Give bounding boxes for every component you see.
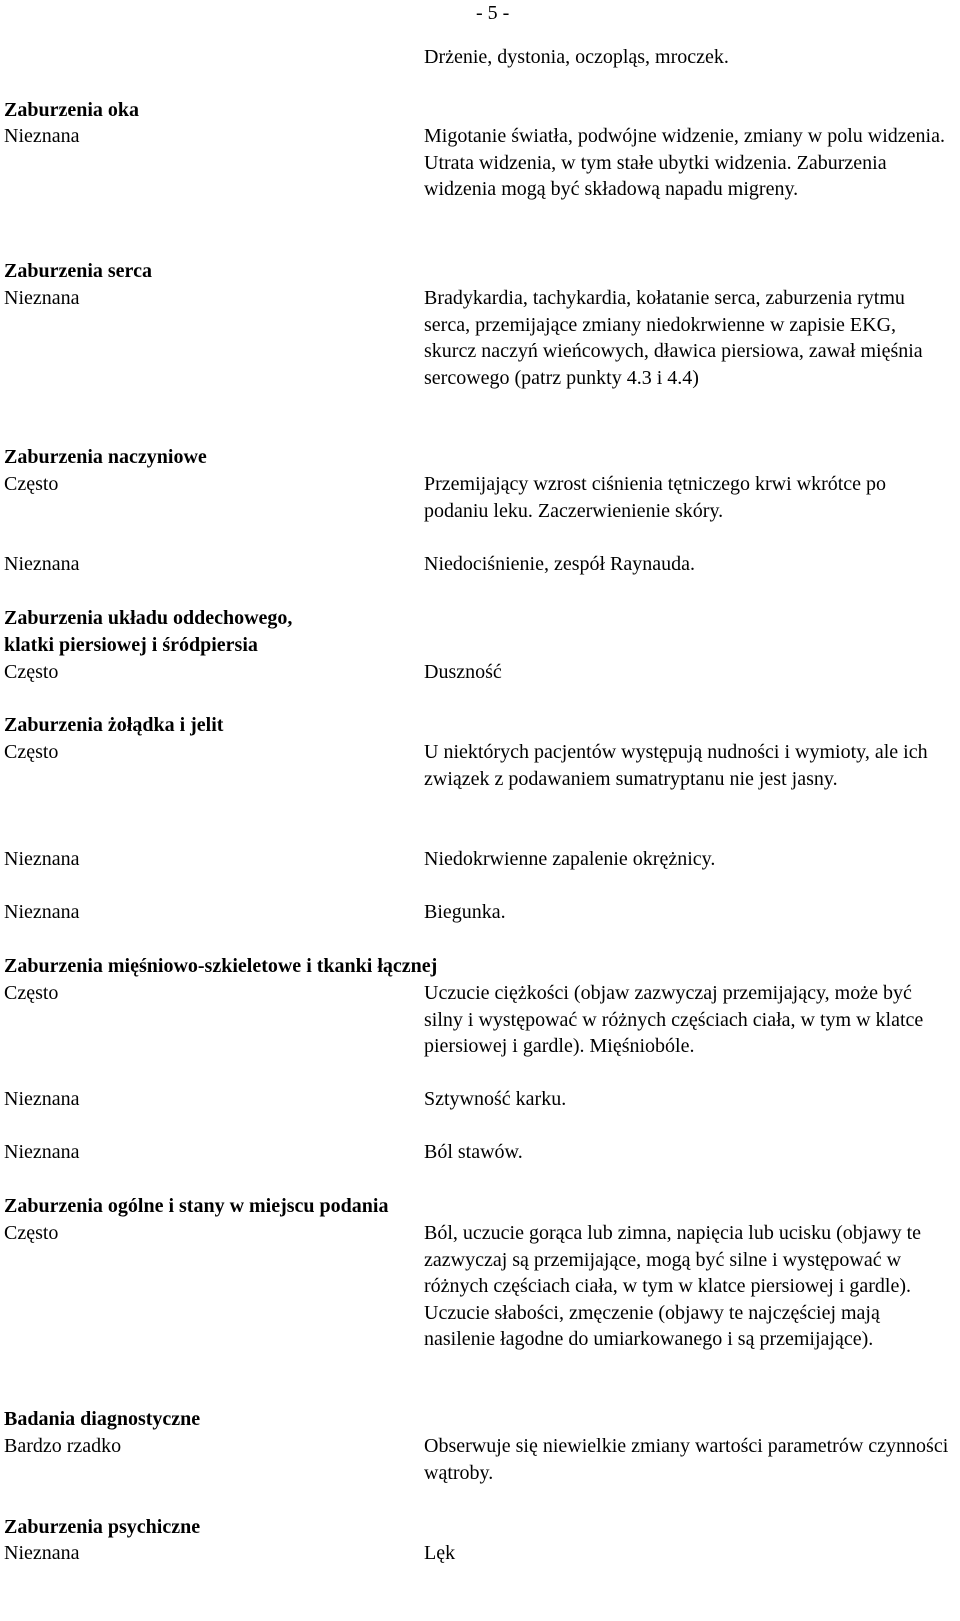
- effect-description: Ból stawów.: [424, 1141, 523, 1163]
- effect-description: Migotanie światła, podwójne widzenie, zmiany w polu widzenia. Utrata widzenia, w tym stałe ubytki widzenia. Zaburzenia widzenia mogą być składową napadu migreny.: [424, 125, 945, 200]
- frequency-label: Nieznana: [4, 287, 80, 309]
- frequency-label: Często: [4, 661, 59, 683]
- effect-description: Niedokrwienne zapalenie okrężnicy.: [424, 848, 716, 870]
- frequency-label: Często: [4, 473, 59, 495]
- effect-description: Sztywność karku.: [424, 1088, 567, 1110]
- section-heading-eye: Zaburzenia oka: [4, 99, 140, 121]
- section-heading-respiratory: Zaburzenia układu oddechowego,: [4, 607, 293, 629]
- effect-description: Biegunka.: [424, 901, 506, 923]
- effect-description: Przemijający wzrost ciśnienia tętniczego krwi wkrótce po podaniu leku. Zaczerwienienie skóry.: [424, 473, 887, 522]
- section-heading-investigations: Badania diagnostyczne: [4, 1408, 201, 1430]
- frequency-label: Nieznana: [4, 1542, 80, 1564]
- effect-description: Duszność: [424, 661, 502, 683]
- effect-description: U niektórych pacjentów występują nudności i wymioty, ale ich związek z podawaniem sumatryptanu nie jest jasny.: [424, 741, 928, 790]
- frequency-label: Nieznana: [4, 848, 80, 870]
- frequency-label: Nieznana: [4, 901, 80, 923]
- frequency-label: Często: [4, 1222, 59, 1244]
- frequency-label: Często: [4, 741, 59, 763]
- frequency-label: Nieznana: [4, 125, 80, 147]
- effect-description: Obserwuje się niewielkie zmiany wartości parametrów czynności wątroby.: [424, 1435, 949, 1484]
- section-heading-psychiatric: Zaburzenia psychiczne: [4, 1516, 201, 1538]
- effect-description: Bradykardia, tachykardia, kołatanie serca, zaburzenia rytmu serca, przemijające zmiany niedokrwienne w zapisie EKG, skurcz naczyń wieńcowych, dławica piersiowa, zawał mięśnia sercowego (patrz punkty 4.3 i 4.4): [424, 287, 923, 389]
- frequency-label: Nieznana: [4, 1088, 80, 1110]
- section-heading-vascular: Zaburzenia naczyniowe: [4, 446, 207, 468]
- frequency-label: Bardzo rzadko: [4, 1435, 122, 1457]
- section-heading-musculoskeletal: Zaburzenia mięśniowo-szkieletowe i tkanki łącznej: [4, 955, 438, 977]
- frequency-label: Często: [4, 982, 59, 1004]
- intro-text: Drżenie, dystonia, oczopląs, mroczek.: [424, 46, 729, 68]
- section-heading-respiratory-line2: klatki piersiowej i śródpiersia: [4, 634, 258, 656]
- effect-description: Niedociśnienie, zespół Raynauda.: [424, 553, 696, 575]
- page-number: - 5 -: [476, 2, 510, 24]
- frequency-label: Nieznana: [4, 1141, 80, 1163]
- section-heading-gastrointestinal: Zaburzenia żołądka i jelit: [4, 714, 224, 736]
- effect-description: Ból, uczucie gorąca lub zimna, napięcia lub ucisku (objawy te zazwyczaj są przemijające, mogą być silne i występować w różnych częściach ciała, w tym w klatce piersiowej i gardle). Uczucie słabości, zmęczenie (objawy te najczęściej mają nasilenie łagodne do umiarkowanego i są przemijające).: [424, 1222, 922, 1350]
- effect-description: Lęk: [424, 1542, 456, 1564]
- effect-description: Uczucie ciężkości (objaw zazwyczaj przemijający, może być silny i występować w różnych częściach ciała, w tym w klatce piersiowej i gardle). Mięśniobóle.: [424, 982, 924, 1057]
- section-heading-general: Zaburzenia ogólne i stany w miejscu podania: [4, 1195, 389, 1217]
- frequency-label: Nieznana: [4, 553, 80, 575]
- section-heading-heart: Zaburzenia serca: [4, 260, 152, 282]
